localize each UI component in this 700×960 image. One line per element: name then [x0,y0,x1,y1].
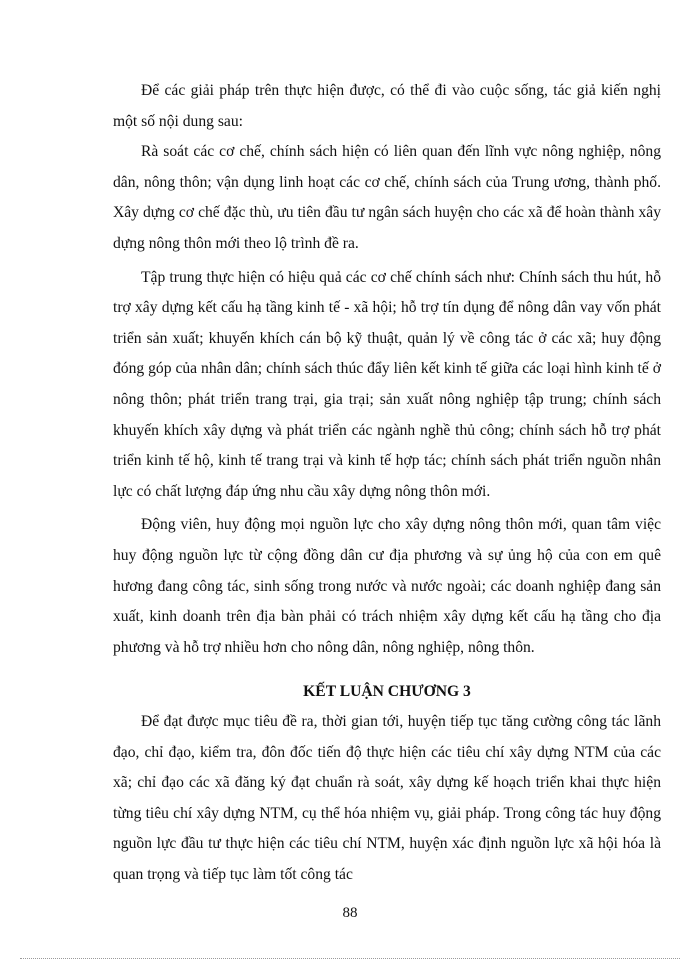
chapter-conclusion-heading: KẾT LUẬN CHƯƠNG 3 [303,683,471,700]
paragraph-1: Để các giải pháp trên thực hiện được, có thể đi vào cuộc sống, tác giả kiến nghị một số nội dung sau: [113,82,661,130]
paragraph-2: Rà soát các cơ chế, chính sách hiện có liên quan đến lĩnh vực nông nghiệp, nông dân, nông thôn; vận dụng linh hoạt các cơ chế, chính sách của Trung ương, thành phố. Xây dựng cơ chế đặc thù, ưu tiên đầu tư ngân sách huyện cho các xã để hoàn thành xây dựng nông thôn mới theo lộ trình đề ra. [113,143,661,252]
page-bottom-divider [20,958,680,959]
conclusion-paragraph: Để đạt được mục tiêu đề ra, thời gian tới, huyện tiếp tục tăng cường công tác lãnh đạo, chỉ đạo, kiểm tra, đôn đốc tiến độ thực hiện các tiêu chí xây dựng NTM của các xã; chỉ đạo các xã đăng ký đạt chuẩn rà soát, xây dựng kế hoạch triển khai thực hiện từng tiêu chí xây dựng NTM, cụ thể hóa nhiệm vụ, giải pháp. Trong công tác huy động nguồn lực đầu tư thực hiện các tiêu chí NTM, huyện xác định nguồn lực xã hội hóa là quan trọng và tiếp tục làm tốt công tác [113,713,661,883]
paragraph-3: Tập trung thực hiện có hiệu quả các cơ chế chính sách như: Chính sách thu hút, hỗ trợ xây dựng kết cấu hạ tầng kinh tế - xã hội; hỗ trợ tín dụng để nông dân vay vốn phát triển sản xuất; khuyến khích cán bộ kỹ thuật, quản lý về công tác ở các xã; huy động đóng góp của nhân dân; chính sách thúc đẩy liên kết kinh tế giữa các loại hình kinh tế ở nông thôn; phát triển trang trại, gia trại; sản xuất nông nghiệp tập trung; chính sách khuyến khích xây dựng và phát triển các ngành nghề thủ công; chính sách hỗ trợ phát triển kinh tế hộ, kinh tế trang trại và kinh tế hợp tác; chính sách phát triển nguồn nhân lực có chất lượng đáp ứng nhu cầu xây dựng nông thôn mới. [113,268,661,500]
conclusion-text [113,707,661,891]
body-text [113,76,661,663]
page-number: 88 [342,905,358,921]
paragraph-4: Động viên, huy động mọi nguồn lực cho xây dựng nông thôn mới, quan tâm việc huy động nguồn lực từ cộng đồng dân cư địa phương và sự ủng hộ của con em quê hương đang công tác, sinh sống trong nước và nước ngoài; các doanh nghiệp đang sản xuất, kinh doanh trên địa bàn phải có trách nhiệm xây dựng kết cấu hạ tầng cho địa phương và hỗ trợ nhiều hơn cho nông dân, nông nghiệp, nông thôn. [113,516,661,656]
